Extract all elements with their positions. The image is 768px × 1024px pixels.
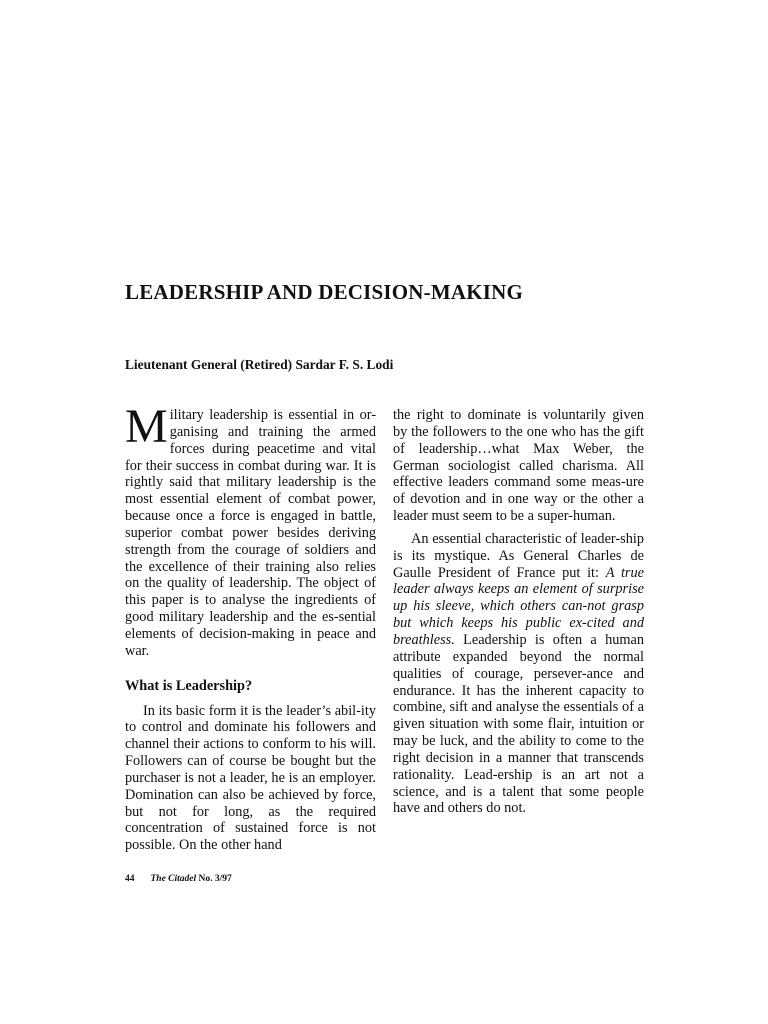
- intro-text: ilitary leadership is essential in or-ganising and training the armed forces during peacetime and vital for their success in combat during war. It is rightly said that military leadership is the most essential element of combat power, because once a force is engaged in battle, superior combat power besides deriving strength from the courage of soldiers and the excellence of their training also relies on the quality of leadership. The object of this paper is to analyse the ingredients of good military leadership and the es-sential elements of decision-making in peace and war.: [125, 407, 376, 659]
- body-paragraph: the right to dominate is voluntarily given by the followers to the one who has the gift of leadership…what Max Weber, the German sociologist called charisma. All effective leaders command some meas-ure of devotion and in one way or the other a leader must seem to be a super-human.: [393, 407, 644, 525]
- issue-number: No. 3/97: [196, 874, 232, 884]
- author-line: Lieutenant General (Retired) Sardar F. S. Lodi: [125, 357, 394, 372]
- journal-name: The Citadel: [150, 874, 197, 884]
- body-paragraph: In its basic form it is the leader’s abil-ity to control and dominate his followers and channel their actions to conform to his will. Followers can of course be bought but the purchaser is not a leader, he is an employer. Domination can also be achieved by force, but not for long, as the required concentration of sustained force is not possible. On the other hand: [125, 702, 376, 854]
- drop-cap: M: [125, 400, 168, 453]
- left-column: [125, 400, 376, 854]
- page-footer: [125, 874, 232, 884]
- right-column: [393, 407, 644, 817]
- quote-lead-in: An essential characteristic of leader-ship is its mystique. As General Charles de Gaulle President of France put it:: [393, 530, 644, 581]
- section-heading: What is Leadership?: [125, 677, 253, 694]
- article-title: LEADERSHIP AND DECISION-MAKING: [125, 280, 524, 304]
- de-gaulle-quote: A true leader always keeps an element of surprise up his sleeve, which others can-not grasp but which keeps his public ex-cited and breathless.: [393, 564, 644, 648]
- paragraph-continuation: Leadership is often a human attribute expanded beyond the normal qualities of courage, persever-ance and endurance. It has the inherent capacity to combine, sift and analyse the essentials of a given situation with some flair, intuition or may be luck, and the ability to come to the right decision in a manner that transcends rationality. Lead-ership is an art not a science, and is a talent that some people have and others do not.: [393, 631, 644, 817]
- body-paragraph: [393, 531, 644, 817]
- page-number: 44: [125, 874, 135, 884]
- intro-paragraph: [125, 400, 376, 660]
